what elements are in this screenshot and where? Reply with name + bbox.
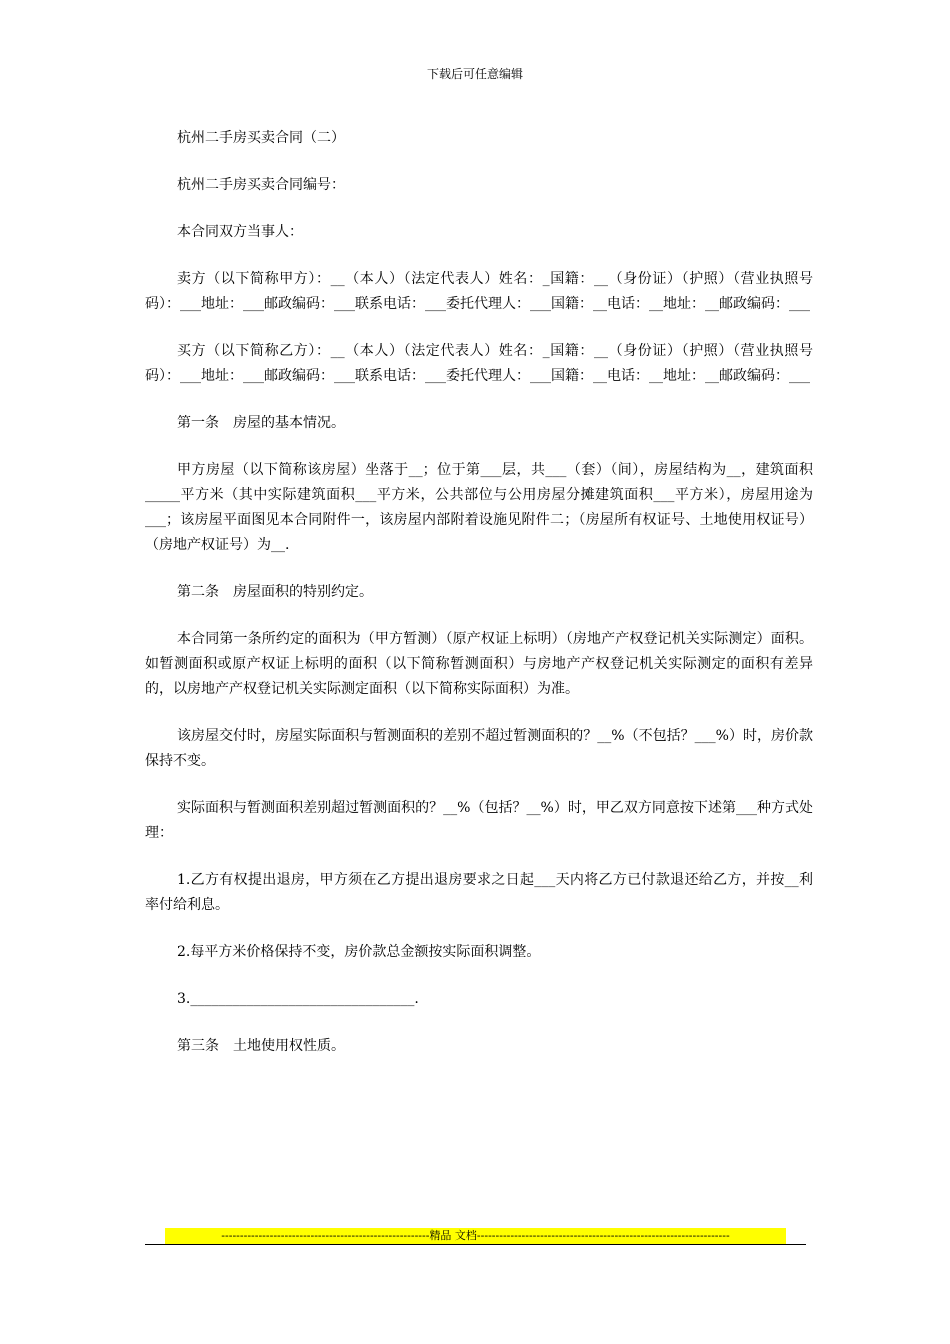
contract-title: 杭州二手房买卖合同（二） — [177, 130, 345, 146]
article-2-body: 本合同第一条所约定的面积为（甲方暂测）（原产权证上标明）（房地产产权登记机关实际测定）面积。如暂测面积或原产权证上标明的面积（以下简称暂测面积）与房地产产权登记机关实际测定的面积有差异的，以房地产产权登记机关实际测定面积（以下简称实际面积）为准。 — [145, 631, 813, 697]
document-body — [145, 126, 813, 1081]
footer-rule — [145, 1244, 806, 1245]
page-footer — [145, 1228, 806, 1245]
article-2-heading: 第二条 房屋面积的特别约定。 — [177, 584, 373, 600]
article-1-body: 甲方房屋（以下简称该房屋）坐落于__；位于第___层，共___（套）（间），房屋结构为__，建筑面积_____平方米（其中实际建筑面积___平方米，公共部位与公用房屋分摊建筑面积___平方米），房屋用途为___；该房屋平面图见本合同附件一，该房屋内部附着设施见附件二；（房屋所有权证号、土地使用权证号）（房地产权证号）为__. — [145, 462, 813, 553]
contract-number: 杭州二手房买卖合同编号： — [177, 177, 345, 193]
option-3: 3.________________________________. — [177, 991, 419, 1007]
area-excess-clause: 实际面积与暂测面积差别超过暂测面积的？__%（包括？__%）时，甲乙双方同意按下述第___种方式处理： — [145, 800, 813, 841]
buyer-info: 买方（以下简称乙方）：__（本人）（法定代表人）姓名：_国籍：__（身份证）（护照）（营业执照号码）：___地址：___邮政编码：___联系电话：___委托代理人：___国籍：__电话：__地址：__邮政编码：___ — [145, 343, 813, 384]
article-1-heading: 第一条 房屋的基本情况。 — [177, 415, 345, 431]
parties-heading: 本合同双方当事人： — [177, 224, 303, 240]
option-1: 1.乙方有权提出退房，甲方须在乙方提出退房要求之日起___天内将乙方已付款退还给乙方，并按__利率付给利息。 — [145, 872, 813, 913]
article-3-heading: 第三条 土地使用权性质。 — [177, 1038, 345, 1054]
seller-info: 卖方（以下简称甲方）：__（本人）（法定代表人）姓名：_国籍：__（身份证）（护照）（营业执照号码）：___地址：___邮政编码：___联系电话：___委托代理人：___国籍：__电话：__地址：__邮政编码：___ — [145, 271, 813, 312]
footer-band: --------------------------------------------------------精品 文档-------------------------------------------------------------------- — [165, 1228, 786, 1244]
area-tolerance-clause: 该房屋交付时，房屋实际面积与暂测面积的差别不超过暂测面积的？__%（不包括？___%）时，房价款保持不变。 — [145, 728, 813, 769]
header-note: 下载后可任意编辑 — [426, 67, 523, 81]
option-2: 2.每平方米价格保持不变，房价款总金额按实际面积调整。 — [177, 944, 541, 960]
